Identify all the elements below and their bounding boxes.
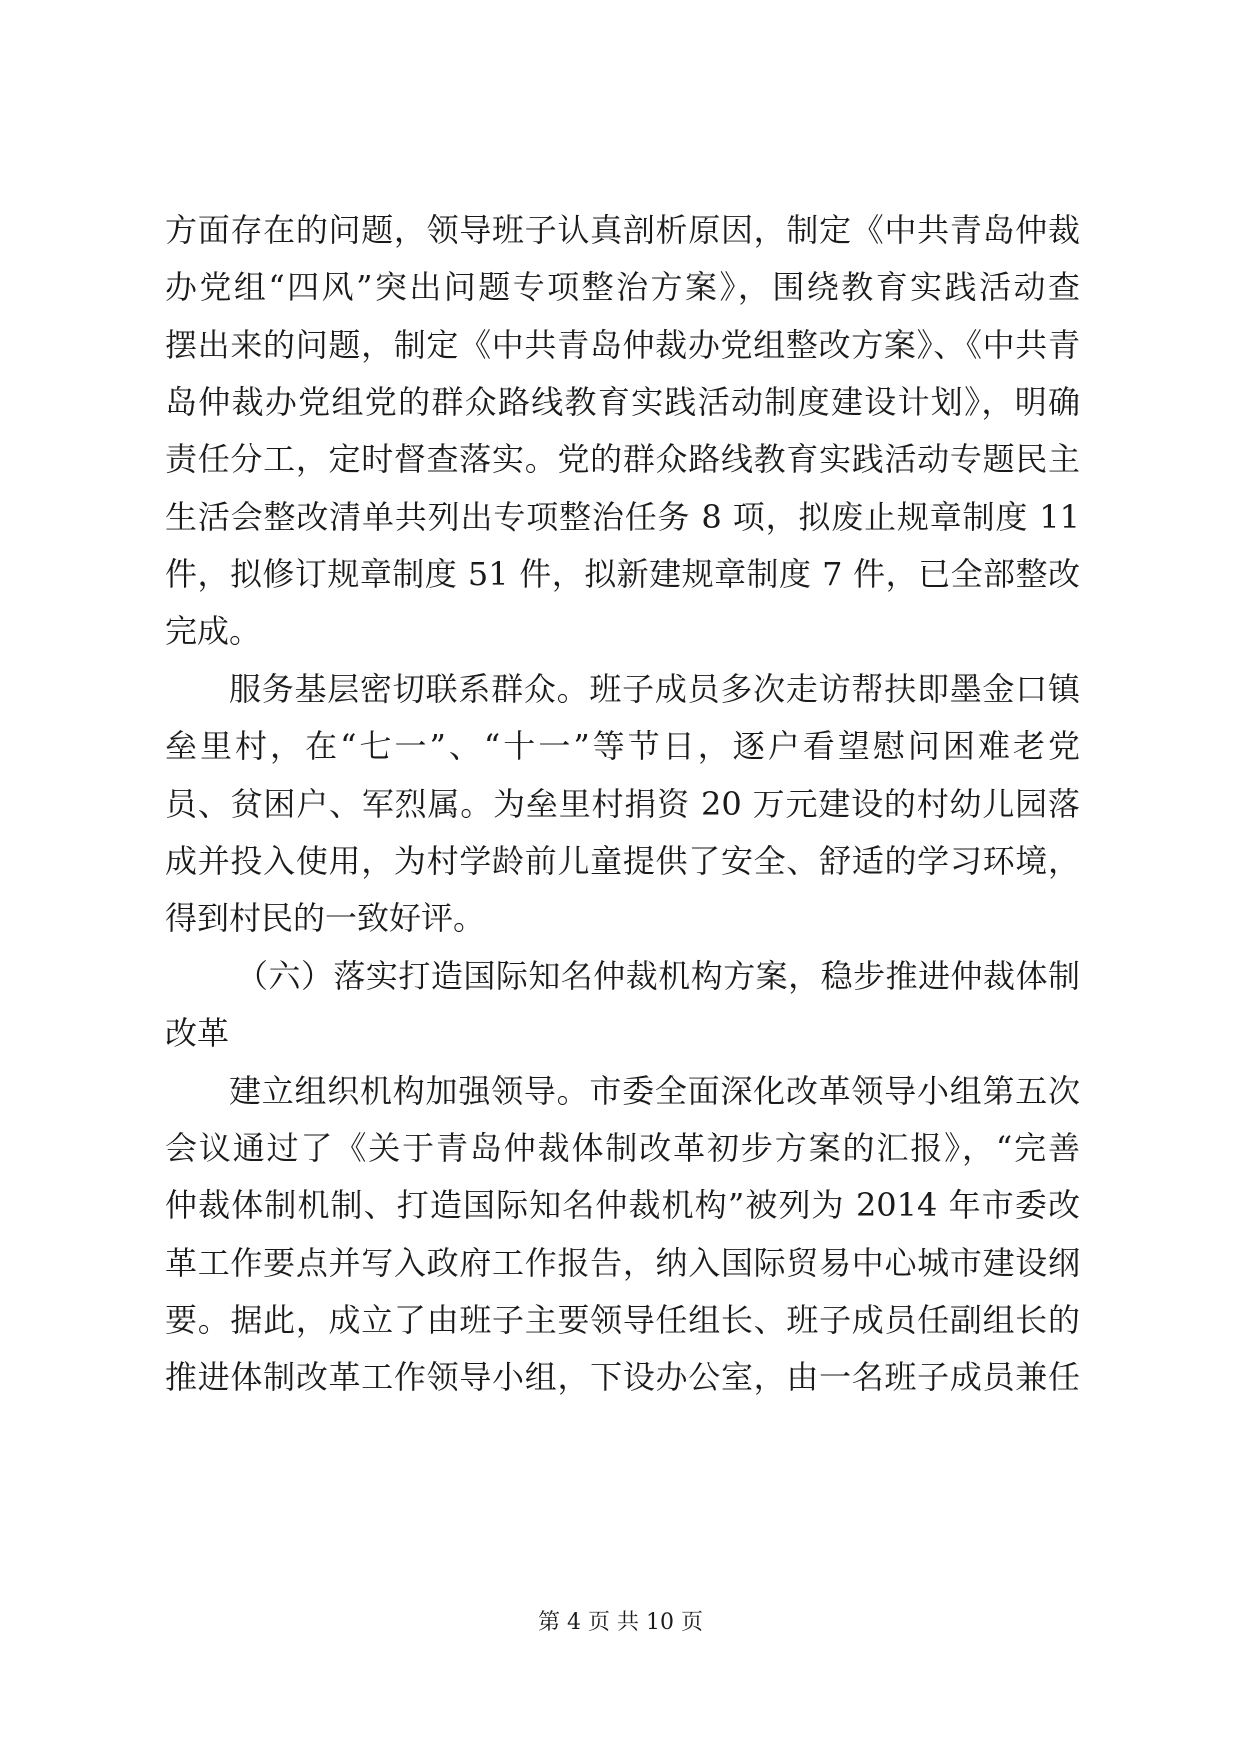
body-text-line: 办党组“四风”突出问题专项整治方案》，围绕教育实践活动查 (165, 268, 1080, 306)
paragraph-first-line: 服务基层密切联系群众。班子成员多次走访帮扶即墨金口镇 (229, 670, 1080, 708)
body-text-line: 岛仲裁办党组党的群众路线教育实践活动制度建设计划》，明确 (165, 383, 1080, 421)
body-text-line: 会议通过了《关于青岛仲裁体制改革初步方案的汇报》，“完善 (165, 1129, 1080, 1167)
paragraph-first-line: 建立组织机构加强领导。市委全面深化改革领导小组第五次 (229, 1072, 1080, 1110)
body-text-line: 推进体制改革工作领导小组，下设办公室，由一名班子成员兼任 (165, 1358, 1080, 1396)
body-text-line: 生活会整改清单共列出专项整治任务 8 项，拟废止规章制度 11 (165, 498, 1080, 536)
body-text-line: 完成。 (165, 612, 262, 650)
body-text-line: 要。据此，成立了由班子主要领导任组长、班子成员任副组长的 (165, 1301, 1080, 1339)
body-text-line: 方面存在的问题，领导班子认真剖析原因，制定《中共青岛仲裁 (165, 211, 1080, 249)
body-text-line: 得到村民的一致好评。 (165, 899, 486, 937)
body-text-line: 摆出来的问题，制定《中共青岛仲裁办党组整改方案》、《中共青 (165, 326, 1080, 364)
body-text-line: 革工作要点并写入政府工作报告，纳入国际贸易中心城市建设纲 (165, 1244, 1080, 1282)
body-text-line: 员、贫困户、军烈属。为垒里村捐资 20 万元建设的村幼儿园落 (165, 785, 1080, 823)
body-text-line: 仲裁体制机制、打造国际知名仲裁机构”被列为 2014 年市委改 (165, 1186, 1080, 1224)
body-text-line: 成并投入使用，为村学龄前儿童提供了安全、舒适的学习环境， (165, 842, 1080, 880)
body-text-line: 责任分工，定时督查落实。党的群众路线教育实践活动专题民主 (165, 440, 1080, 478)
body-text-line: 垒里村，在“七一”、“十一”等节日，逐户看望慰问困难老党 (165, 727, 1080, 765)
page-number-footer: 第 4 页 共 10 页 (538, 1610, 703, 1635)
section-heading-continuation: 改革 (165, 1014, 230, 1052)
section-heading: （六）落实打造国际知名仲裁机构方案，稳步推进仲裁体制 (236, 957, 1080, 995)
body-text-line: 件，拟修订规章制度 51 件，拟新建规章制度 7 件，已全部整改 (165, 555, 1080, 593)
